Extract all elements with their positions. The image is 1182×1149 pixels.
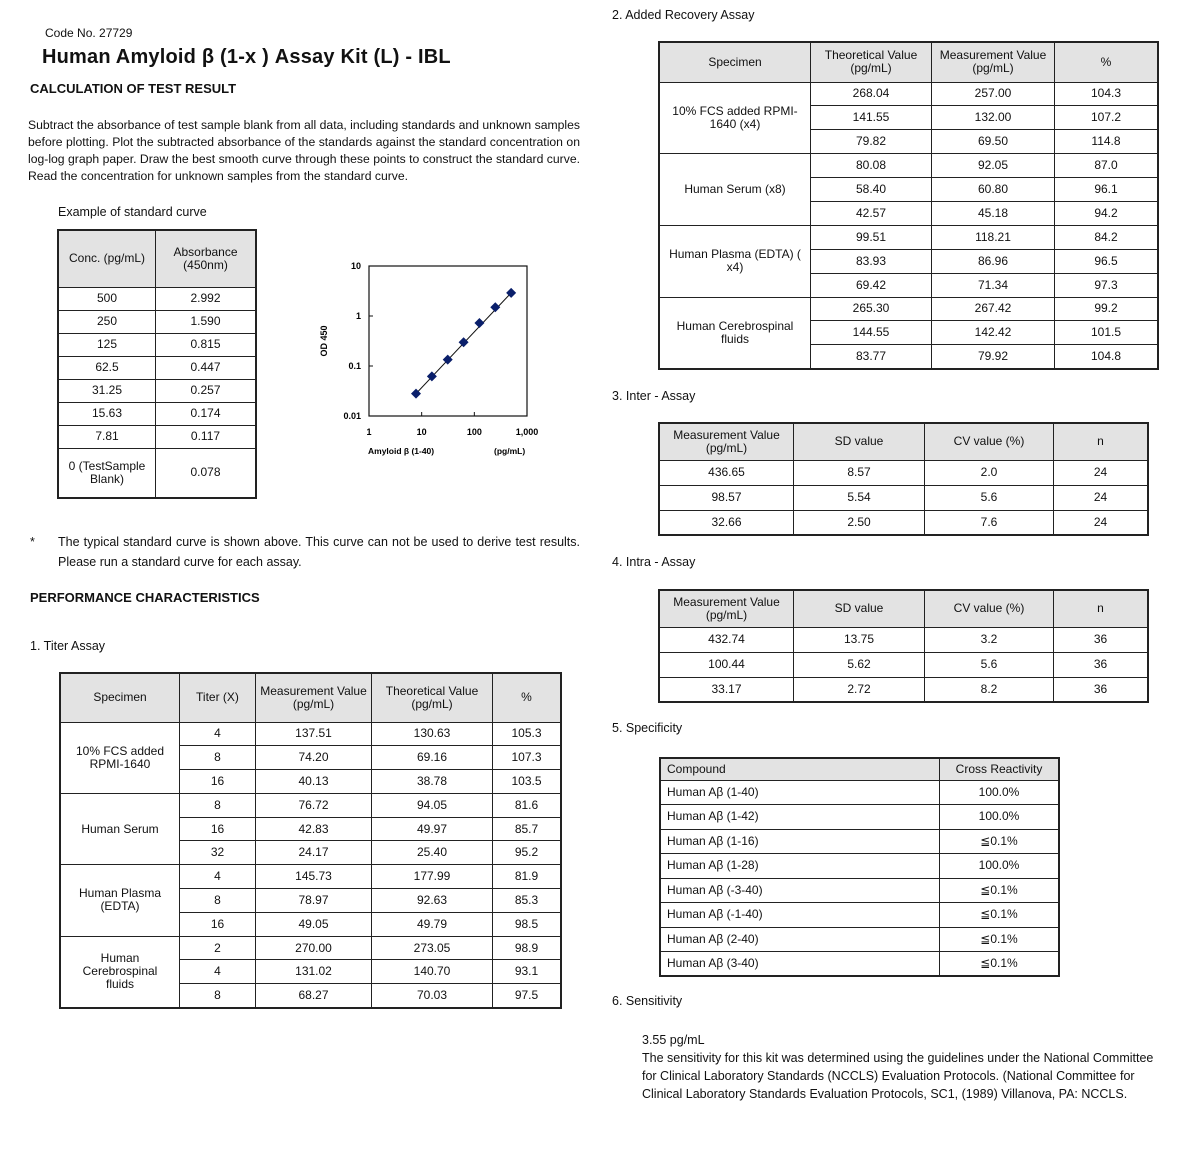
- x-tick-label: 10: [416, 427, 427, 437]
- value-cell: 257.00: [932, 82, 1055, 106]
- value-cell: 4: [180, 960, 256, 984]
- table-row: [660, 952, 1059, 977]
- value-cell: 92.05: [932, 154, 1055, 178]
- plot-frame: [369, 266, 527, 416]
- value-cell: 141.55: [811, 106, 932, 130]
- y-tick-label: 10: [350, 261, 361, 271]
- value-cell: 78.97: [256, 889, 372, 913]
- value-cell: 24: [1054, 460, 1149, 485]
- value-cell: 86.96: [932, 249, 1055, 273]
- specificity-header-cross: Cross Reactivity: [940, 758, 1060, 780]
- value-cell: 16: [180, 912, 256, 936]
- specificity-table: [659, 757, 1060, 977]
- specimen-cell: Human Cerebrospinal fluids: [659, 297, 811, 369]
- value-cell: 177.99: [372, 865, 493, 889]
- value-cell: 32.66: [659, 510, 794, 535]
- inter-header-sd: SD value: [794, 423, 925, 460]
- calc-paragraph: Subtract the absorbance of test sample blank from all data, including standards and unknown samples before plotting. Plot the subtracted absorbance of the standards against the standard concentration on log-log graph paper. Draw the best smooth curve through these points to construct the standard curve. Read the concentration for unknown samples from the standard curve.: [28, 118, 580, 183]
- standards-conc-cell: 7.81: [58, 425, 156, 448]
- value-cell: 69.42: [811, 273, 932, 297]
- value-cell: 107.3: [493, 746, 562, 770]
- document-title: Human Amyloid β (1-x ) Assay Kit (L) - IBL: [42, 46, 451, 68]
- standards-abs-cell: 0.815: [156, 333, 257, 356]
- value-cell: 68.27: [256, 984, 372, 1008]
- value-cell: ≦0.1%: [940, 952, 1060, 977]
- value-cell: 85.3: [493, 889, 562, 913]
- value-cell: 58.40: [811, 178, 932, 202]
- intra-header-measure: Measurement Value (pg/mL): [659, 590, 794, 627]
- inter-label: 3. Inter - Assay: [612, 389, 696, 403]
- value-cell: 142.42: [932, 321, 1055, 345]
- value-cell: 104.8: [1055, 345, 1159, 369]
- value-cell: 8: [180, 889, 256, 913]
- specimen-cell: Human Plasma (EDTA) ( x4): [659, 225, 811, 297]
- value-cell: 132.00: [932, 106, 1055, 130]
- standards-conc-cell: 15.63: [58, 402, 156, 425]
- value-cell: 38.78: [372, 770, 493, 794]
- standards-conc-cell: 31.25: [58, 379, 156, 402]
- specimen-cell: 10% FCS added RPMI-1640 (x4): [659, 82, 811, 154]
- titer-header-theoretical: Theoretical Value (pg/mL): [372, 673, 493, 722]
- value-cell: 4: [180, 865, 256, 889]
- table-row: [659, 460, 1148, 485]
- value-cell: 100.44: [659, 652, 794, 677]
- standards-conc-cell: 250: [58, 310, 156, 333]
- value-cell: 436.65: [659, 460, 794, 485]
- value-cell: 145.73: [256, 865, 372, 889]
- value-cell: 36: [1054, 627, 1149, 652]
- value-cell: 81.9: [493, 865, 562, 889]
- value-cell: 94.05: [372, 793, 493, 817]
- footnote-text: The typical standard curve is shown above. This curve can not be used to derive test results. Please run a standard curve for each assay.: [58, 535, 580, 569]
- specimen-cell: Human Serum: [60, 793, 180, 864]
- value-cell: 97.5: [493, 984, 562, 1008]
- value-cell: 80.08: [811, 154, 932, 178]
- value-cell: 83.93: [811, 249, 932, 273]
- table-row: [58, 402, 256, 425]
- value-cell: 32: [180, 841, 256, 865]
- y-axis-label: OD 450: [319, 325, 329, 357]
- value-cell: Human Aβ (1-16): [660, 829, 940, 854]
- value-cell: 5.62: [794, 652, 925, 677]
- value-cell: Human Aβ (3-40): [660, 952, 940, 977]
- table-row: [58, 448, 256, 498]
- value-cell: 267.42: [932, 297, 1055, 321]
- value-cell: 100.0%: [940, 854, 1060, 879]
- value-cell: 99.2: [1055, 297, 1159, 321]
- value-cell: 98.9: [493, 936, 562, 960]
- table-row: [58, 287, 256, 310]
- standards-abs-cell: 0.257: [156, 379, 257, 402]
- standards-abs-cell: 0.174: [156, 402, 257, 425]
- table-row: [58, 356, 256, 379]
- table-row: [659, 677, 1148, 702]
- value-cell: 432.74: [659, 627, 794, 652]
- value-cell: 94.2: [1055, 201, 1159, 225]
- table-row: [58, 379, 256, 402]
- value-cell: 24.17: [256, 841, 372, 865]
- inter-header-measure: Measurement Value (pg/mL): [659, 423, 794, 460]
- value-cell: 16: [180, 817, 256, 841]
- table-row: [60, 865, 561, 889]
- table-row: [660, 927, 1059, 952]
- titer-header-titer: Titer (X): [180, 673, 256, 722]
- value-cell: 85.7: [493, 817, 562, 841]
- value-cell: 87.0: [1055, 154, 1159, 178]
- specimen-cell: Human Cerebrospinal fluids: [60, 936, 180, 1007]
- value-cell: 60.80: [932, 178, 1055, 202]
- value-cell: 79.92: [932, 345, 1055, 369]
- table-row: [60, 793, 561, 817]
- value-cell: 96.5: [1055, 249, 1159, 273]
- value-cell: 2: [180, 936, 256, 960]
- value-cell: 107.2: [1055, 106, 1159, 130]
- value-cell: 2.72: [794, 677, 925, 702]
- recovery-header-theoretical: Theoretical Value (pg/mL): [811, 42, 932, 82]
- perf-heading: PERFORMANCE CHARACTERISTICS: [30, 590, 260, 605]
- value-cell: 79.82: [811, 130, 932, 154]
- value-cell: 131.02: [256, 960, 372, 984]
- value-cell: ≦0.1%: [940, 878, 1060, 903]
- standards-abs-cell: 1.590: [156, 310, 257, 333]
- value-cell: Human Aβ (-3-40): [660, 878, 940, 903]
- value-cell: 5.6: [925, 652, 1054, 677]
- value-cell: 49.79: [372, 912, 493, 936]
- value-cell: 2.50: [794, 510, 925, 535]
- value-cell: 24: [1054, 510, 1149, 535]
- inter-header-cv: CV value (%): [925, 423, 1054, 460]
- value-cell: 49.97: [372, 817, 493, 841]
- value-cell: 5.6: [925, 485, 1054, 510]
- value-cell: 101.5: [1055, 321, 1159, 345]
- recovery-header-percent: %: [1055, 42, 1159, 82]
- table-row: [659, 297, 1158, 321]
- table-row: [659, 485, 1148, 510]
- standards-conc-cell: 0 (TestSample Blank): [58, 448, 156, 498]
- value-cell: 8.2: [925, 677, 1054, 702]
- inter-table: [658, 422, 1149, 536]
- value-cell: 98.57: [659, 485, 794, 510]
- standards-conc-cell: 62.5: [58, 356, 156, 379]
- value-cell: 76.72: [256, 793, 372, 817]
- x-axis-label: Amyloid β (1-40): [368, 446, 435, 456]
- value-cell: 4: [180, 722, 256, 746]
- titer-header-percent: %: [493, 673, 562, 722]
- data-point: [490, 302, 500, 312]
- value-cell: 45.18: [932, 201, 1055, 225]
- value-cell: 265.30: [811, 297, 932, 321]
- x-tick-label: 1,000: [515, 427, 539, 437]
- standards-abs-cell: 0.447: [156, 356, 257, 379]
- titer-header-specimen: Specimen: [60, 673, 180, 722]
- value-cell: 36: [1054, 652, 1149, 677]
- specimen-cell: 10% FCS added RPMI-1640: [60, 722, 180, 793]
- value-cell: 33.17: [659, 677, 794, 702]
- specificity-label: 5. Specificity: [612, 721, 683, 735]
- value-cell: 140.70: [372, 960, 493, 984]
- value-cell: 130.63: [372, 722, 493, 746]
- table-row: [60, 936, 561, 960]
- value-cell: 98.5: [493, 912, 562, 936]
- data-point: [474, 318, 484, 328]
- value-cell: 97.3: [1055, 273, 1159, 297]
- value-cell: 100.0%: [940, 780, 1060, 805]
- value-cell: 137.51: [256, 722, 372, 746]
- x-axis-unit: (pg/mL): [494, 446, 526, 456]
- y-tick-label: 0.01: [343, 411, 361, 421]
- table-row: [60, 722, 561, 746]
- value-cell: 16: [180, 770, 256, 794]
- titer-table: [59, 672, 562, 1009]
- table-row: [659, 225, 1158, 249]
- standards-header-conc: Conc. (pg/mL): [58, 230, 156, 287]
- value-cell: 42.57: [811, 201, 932, 225]
- sensitivity-label: 6. Sensitivity: [612, 994, 683, 1008]
- value-cell: 83.77: [811, 345, 932, 369]
- intra-header-sd: SD value: [794, 590, 925, 627]
- x-tick-label: 100: [466, 427, 482, 437]
- value-cell: 74.20: [256, 746, 372, 770]
- value-cell: 84.2: [1055, 225, 1159, 249]
- table-row: [660, 878, 1059, 903]
- value-cell: 268.04: [811, 82, 932, 106]
- value-cell: 118.21: [932, 225, 1055, 249]
- table-row: [58, 425, 256, 448]
- intra-label: 4. Intra - Assay: [612, 555, 696, 569]
- recovery-header-specimen: Specimen: [659, 42, 811, 82]
- calc-heading: CALCULATION OF TEST RESULT: [30, 81, 237, 96]
- value-cell: 36: [1054, 677, 1149, 702]
- value-cell: Human Aβ (2-40): [660, 927, 940, 952]
- value-cell: 114.8: [1055, 130, 1159, 154]
- footnote: [30, 532, 580, 572]
- value-cell: 7.6: [925, 510, 1054, 535]
- standards-abs-cell: 2.992: [156, 287, 257, 310]
- value-cell: 95.2: [493, 841, 562, 865]
- y-tick-label: 1: [355, 311, 361, 321]
- value-cell: ≦0.1%: [940, 927, 1060, 952]
- standard-curve-chart: [300, 250, 570, 465]
- standards-abs-cell: 0.078: [156, 448, 257, 498]
- value-cell: 92.63: [372, 889, 493, 913]
- value-cell: 5.54: [794, 485, 925, 510]
- inter-header-n: n: [1054, 423, 1149, 460]
- standards-conc-cell: 500: [58, 287, 156, 310]
- intra-header-n: n: [1054, 590, 1149, 627]
- specimen-cell: Human Plasma (EDTA): [60, 865, 180, 936]
- value-cell: 70.03: [372, 984, 493, 1008]
- sensitivity-value: 3.55 pg/mL: [642, 1033, 705, 1047]
- intra-header-cv: CV value (%): [925, 590, 1054, 627]
- value-cell: 100.0%: [940, 805, 1060, 830]
- value-cell: 40.13: [256, 770, 372, 794]
- specimen-cell: Human Serum (x8): [659, 154, 811, 226]
- table-row: [660, 829, 1059, 854]
- value-cell: 25.40: [372, 841, 493, 865]
- value-cell: 24: [1054, 485, 1149, 510]
- value-cell: 93.1: [493, 960, 562, 984]
- standards-abs-cell: 0.117: [156, 425, 257, 448]
- recovery-label: 2. Added Recovery Assay: [612, 8, 755, 22]
- table-row: [660, 854, 1059, 879]
- table-row: [659, 82, 1158, 106]
- sensitivity-block: [642, 1031, 1167, 1103]
- value-cell: Human Aβ (1-40): [660, 780, 940, 805]
- value-cell: 42.83: [256, 817, 372, 841]
- value-cell: 96.1: [1055, 178, 1159, 202]
- sensitivity-text: The sensitivity for this kit was determined using the guidelines under the National Committee for Clinical Laboratory Standards (NCCLS) Evaluation Protocols. (National Committee for Clinical Laboratory Standards Evaluation Protocols, SC1, (1989) Villanova, PA: NCCLS.: [642, 1051, 1154, 1101]
- value-cell: 71.34: [932, 273, 1055, 297]
- value-cell: 103.5: [493, 770, 562, 794]
- value-cell: ≦0.1%: [940, 903, 1060, 928]
- value-cell: 105.3: [493, 722, 562, 746]
- value-cell: 2.0: [925, 460, 1054, 485]
- titer-header-measure: Measurement Value (pg/mL): [256, 673, 372, 722]
- value-cell: 270.00: [256, 936, 372, 960]
- value-cell: 81.6: [493, 793, 562, 817]
- standards-header-abs: Absorbance (450nm): [156, 230, 257, 287]
- intra-table: [658, 589, 1149, 703]
- table-row: [659, 154, 1158, 178]
- titer-label: 1. Titer Assay: [30, 639, 106, 653]
- value-cell: 8: [180, 984, 256, 1008]
- value-cell: Human Aβ (-1-40): [660, 903, 940, 928]
- value-cell: 69.16: [372, 746, 493, 770]
- value-cell: 3.2: [925, 627, 1054, 652]
- table-row: [659, 652, 1148, 677]
- table-row: [660, 903, 1059, 928]
- table-row: [660, 805, 1059, 830]
- specificity-header-compound: Compound: [660, 758, 940, 780]
- value-cell: 8: [180, 793, 256, 817]
- value-cell: 144.55: [811, 321, 932, 345]
- value-cell: 8: [180, 746, 256, 770]
- recovery-table: [658, 41, 1159, 370]
- code-number: Code No. 27729: [45, 26, 133, 40]
- footnote-star: *: [30, 535, 35, 549]
- value-cell: 13.75: [794, 627, 925, 652]
- value-cell: 104.3: [1055, 82, 1159, 106]
- table-row: [58, 333, 256, 356]
- value-cell: 99.51: [811, 225, 932, 249]
- value-cell: 8.57: [794, 460, 925, 485]
- standards-table: [57, 229, 257, 499]
- y-tick-label: 0.1: [348, 361, 361, 371]
- value-cell: 49.05: [256, 912, 372, 936]
- table-row: [58, 310, 256, 333]
- table-row: [659, 627, 1148, 652]
- value-cell: 69.50: [932, 130, 1055, 154]
- standards-conc-cell: 125: [58, 333, 156, 356]
- value-cell: Human Aβ (1-28): [660, 854, 940, 879]
- example-label: Example of standard curve: [58, 205, 207, 219]
- value-cell: 273.05: [372, 936, 493, 960]
- data-point: [459, 337, 469, 347]
- x-tick-label: 1: [366, 427, 372, 437]
- table-row: [659, 510, 1148, 535]
- table-row: [660, 780, 1059, 805]
- recovery-header-measure: Measurement Value (pg/mL): [932, 42, 1055, 82]
- value-cell: ≦0.1%: [940, 829, 1060, 854]
- value-cell: Human Aβ (1-42): [660, 805, 940, 830]
